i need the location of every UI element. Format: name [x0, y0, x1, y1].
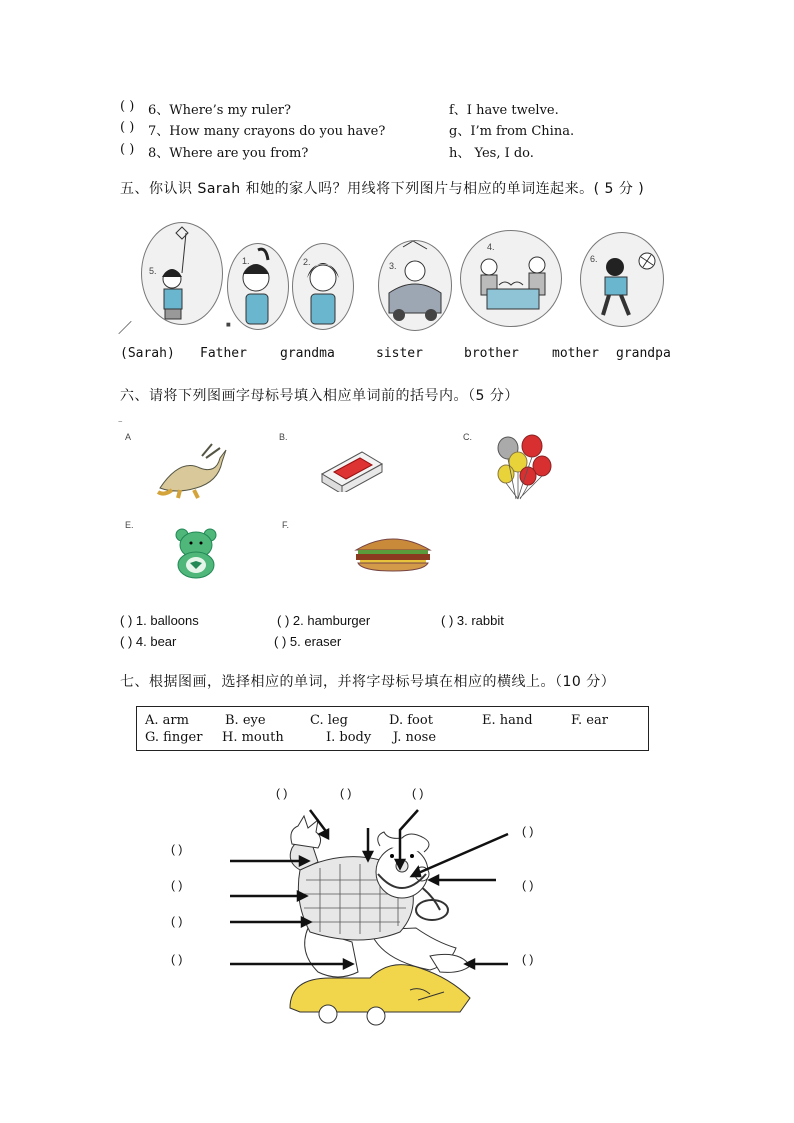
eraser-icon [318, 448, 384, 492]
answer-blank[interactable]: ( ) [171, 952, 183, 966]
clown-picture [160, 780, 600, 1030]
choice-balloons[interactable]: ( ) 1. balloons [120, 613, 199, 628]
word-bank-arm: A. arm [145, 713, 189, 728]
family-picture-1 [227, 243, 289, 330]
girl-icon [228, 244, 288, 329]
word-bank-eye: B. eye [225, 713, 266, 728]
boy-with-ball-icon [581, 233, 663, 326]
picture-label-e: E. [125, 520, 134, 530]
word-bank-foot: D. foot [389, 713, 433, 728]
word-bank-nose: J. nose [393, 730, 437, 745]
family-picture-2 [292, 243, 354, 330]
picture-number: 1. [242, 256, 250, 266]
word-mother: mother [552, 346, 599, 361]
word-bank-mouth: H. mouth [222, 730, 284, 745]
slash-mark: ／ [118, 321, 132, 337]
rabbit-icon [150, 440, 230, 502]
matching-answer: g、I’m from China. [449, 124, 575, 139]
word-father: Father [200, 346, 247, 361]
matching-question: 7、How many crayons do you have? [148, 124, 386, 139]
answer-blank[interactable]: ( ) [412, 786, 424, 800]
matching-blank[interactable]: ( ) [120, 99, 135, 114]
picture-label-f: F. [282, 520, 290, 530]
hamburger-icon [352, 532, 434, 574]
picture-number: 6. [590, 254, 598, 264]
stray-mark: ■ [226, 322, 231, 328]
answer-blank[interactable]: ( ) [522, 824, 534, 838]
answer-blank[interactable]: ( ) [340, 786, 352, 800]
matching-answer: f、I have twelve. [449, 103, 559, 118]
picture-label-c: C. [463, 432, 472, 442]
corner-mark: – [118, 417, 123, 427]
picture-number: 5. [149, 266, 157, 276]
answer-blank[interactable]: ( ) [171, 914, 183, 928]
word-grandpa: grandpa [616, 346, 671, 361]
answer-blank[interactable]: ( ) [276, 786, 288, 800]
choice-hamburger[interactable]: ( ) 2. hamburger [277, 613, 371, 628]
answer-blank[interactable]: ( ) [171, 842, 183, 856]
section6-title: 六、请将下列图画字母标号填入相应单词前的括号内。（5 分） [120, 388, 519, 404]
word-sarah: (Sarah) [120, 346, 175, 361]
picture-number: 4. [487, 242, 495, 252]
bear-icon [170, 527, 222, 579]
picture-number: 2. [303, 257, 311, 267]
word-bank-body: I. body [326, 730, 372, 745]
choice-rabbit[interactable]: ( ) 3. rabbit [441, 613, 504, 628]
choice-bear[interactable]: ( ) 4. bear [120, 634, 177, 649]
answer-blank[interactable]: ( ) [171, 878, 183, 892]
family-picture-6 [580, 232, 664, 327]
word-bank-hand: E. hand [482, 713, 533, 728]
grandparents-icon [461, 231, 561, 326]
section5-title: 五、你认识 Sarah 和她的家人吗？用线将下列图片与相应的单词连起来。( 5 分 ) [120, 181, 645, 197]
matching-question: 6、Where’s my ruler? [148, 103, 291, 118]
answer-blank[interactable]: ( ) [522, 878, 534, 892]
picture-label-b: B. [279, 432, 288, 442]
word-bank-ear: F. ear [571, 713, 608, 728]
answer-blank[interactable]: ( ) [522, 952, 534, 966]
matching-question: 8、Where are you from? [148, 146, 309, 161]
word-brother: brother [464, 346, 519, 361]
family-picture-3 [378, 240, 452, 331]
balloons-icon [490, 434, 558, 502]
picture-number: 3. [389, 261, 397, 271]
picture-label-a: A [125, 432, 132, 442]
word-bank-box [136, 706, 649, 751]
woman-icon [293, 244, 353, 329]
matching-blank[interactable]: ( ) [120, 142, 135, 157]
word-grandma: grandma [280, 346, 335, 361]
choice-eraser[interactable]: ( ) 5. eraser [274, 634, 342, 649]
matching-answer: h、 Yes, I do. [449, 146, 534, 161]
word-bank-leg: C. leg [310, 713, 348, 728]
matching-blank[interactable]: ( ) [120, 120, 135, 135]
man-in-car-icon [379, 241, 451, 330]
word-sister: sister [376, 346, 423, 361]
family-picture-4 [460, 230, 562, 327]
word-bank-finger: G. finger [145, 730, 203, 745]
section7-title: 七、根据图画，选择相应的单词，并将字母标号填在相应的横线上。（10 分） [120, 674, 616, 690]
